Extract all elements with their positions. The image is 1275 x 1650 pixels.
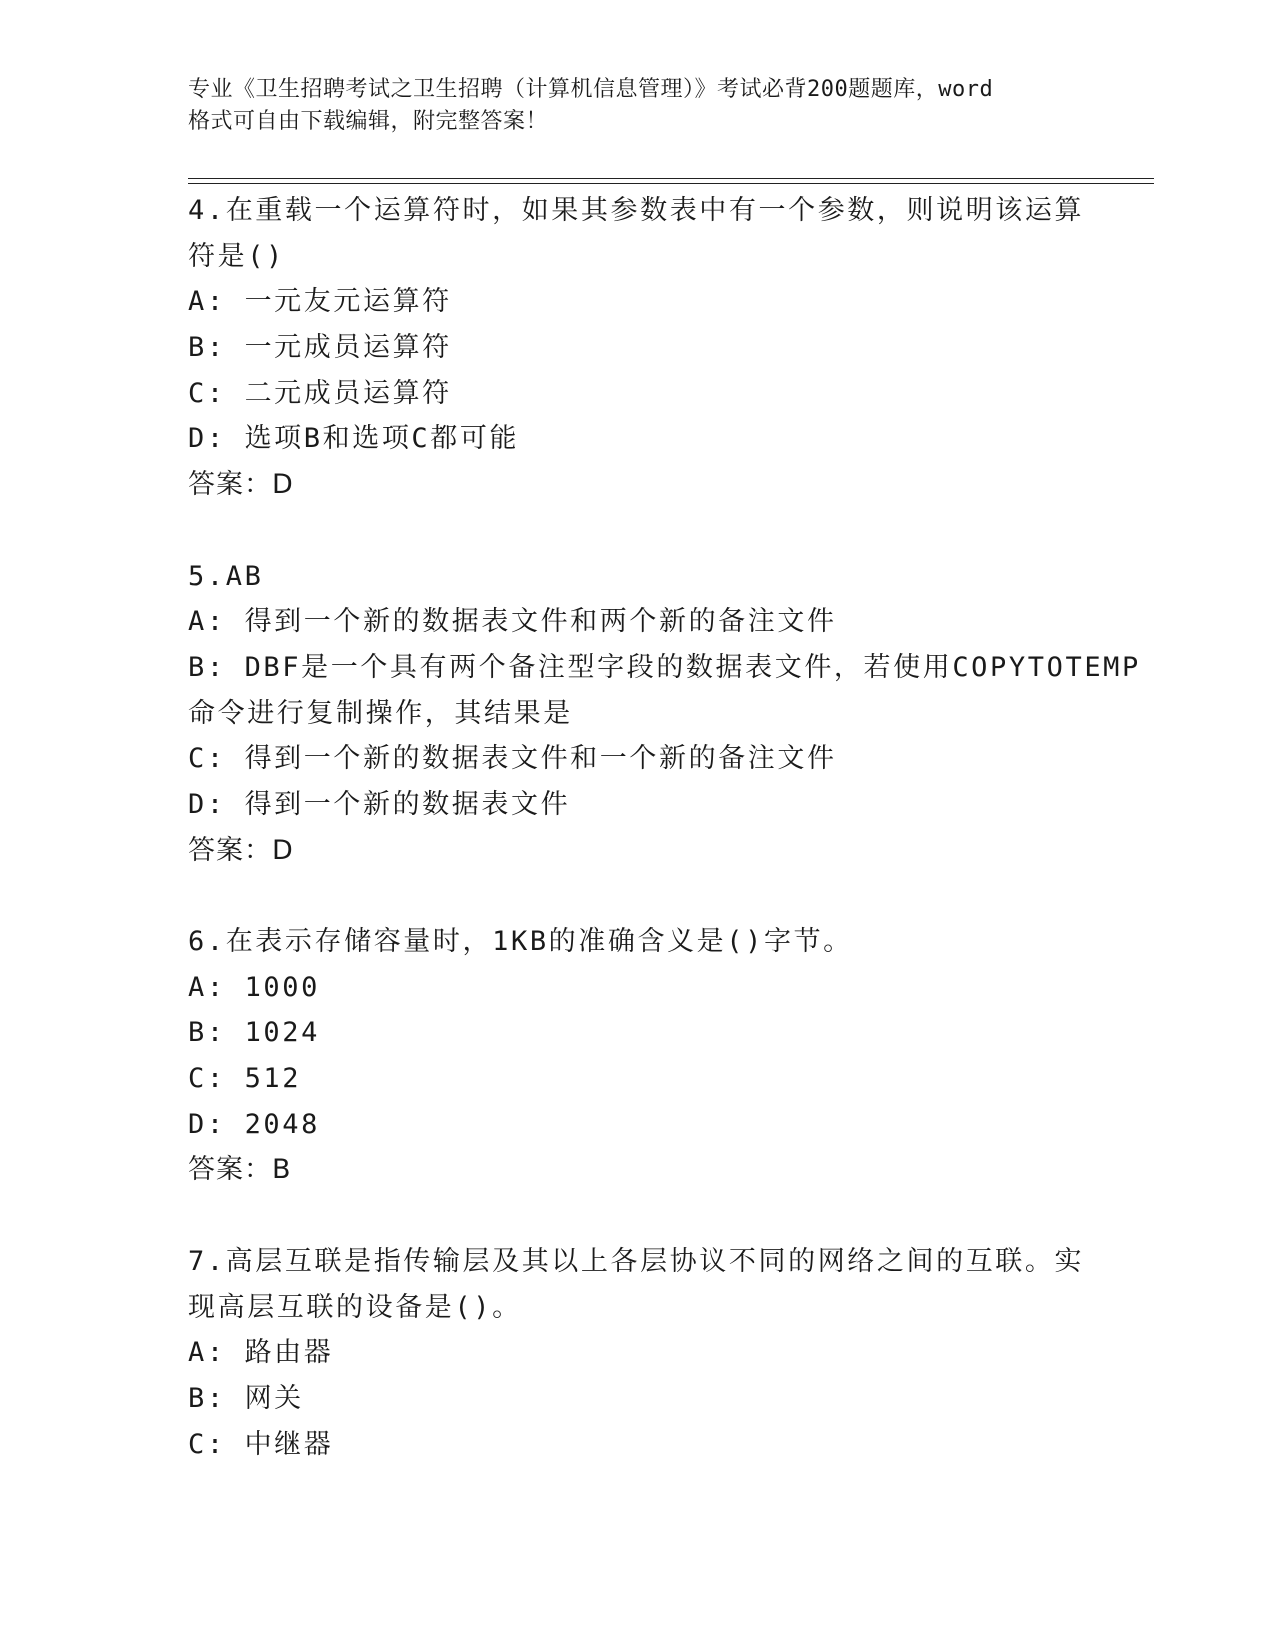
option-c: C: 二元成员运算符 — [188, 377, 452, 409]
option-b: B: DBF是一个具有两个备注型字段的数据表文件，若使用COPYTOTEMP — [188, 651, 1141, 683]
question-4 — [188, 188, 1088, 508]
option-a: A: 一元友元运算符 — [188, 286, 452, 318]
option-b: B: 1024 — [188, 1017, 320, 1049]
question-5 — [188, 554, 1141, 874]
question-list — [188, 188, 1141, 1467]
header-divider — [188, 183, 1154, 184]
question-stem: 6.在表示存储容量时，1KB的准确含义是()字节。 — [188, 926, 853, 957]
header-line: 专业《卫生招聘考试之卫生招聘（计算机信息管理）》考试必背200题题库，word — [188, 77, 994, 102]
option-d: D: 选项B和选项C都可能 — [188, 423, 520, 455]
header-line: 格式可自由下载编辑，附完整答案！ — [188, 109, 549, 134]
answer: 答案：B — [188, 1154, 292, 1186]
option-d: D: 得到一个新的数据表文件 — [188, 788, 571, 820]
option-a: A: 1000 — [188, 971, 320, 1003]
option-b: B: 网关 — [188, 1382, 304, 1414]
question-6 — [188, 919, 1088, 1193]
option-b: 命令进行复制操作，其结果是 — [188, 697, 573, 729]
answer: 答案：D — [188, 469, 294, 501]
question-stem: 4.在重载一个运算符时，如果其参数表中有一个参数，则说明该运算 — [188, 195, 1085, 226]
option-d: D: 2048 — [188, 1108, 320, 1140]
option-c: C: 512 — [188, 1063, 302, 1095]
document-header — [188, 74, 1088, 138]
option-a: A: 得到一个新的数据表文件和两个新的备注文件 — [188, 606, 837, 638]
option-c: C: 得到一个新的数据表文件和一个新的备注文件 — [188, 743, 837, 775]
header-divider — [188, 178, 1154, 179]
question-stem: 现高层互联的设备是()。 — [188, 1291, 522, 1323]
question-7 — [188, 1239, 1088, 1467]
option-c: C: 中继器 — [188, 1428, 334, 1460]
question-stem: 7.高层互联是指传输层及其以上各层协议不同的网络之间的互联。实 — [188, 1245, 1085, 1277]
option-b: B: 一元成员运算符 — [188, 332, 452, 364]
question-stem: 5.AB — [188, 560, 264, 592]
question-stem: 符是() — [188, 240, 285, 272]
answer: 答案：D — [188, 834, 294, 866]
option-a: A: 路由器 — [188, 1337, 334, 1369]
